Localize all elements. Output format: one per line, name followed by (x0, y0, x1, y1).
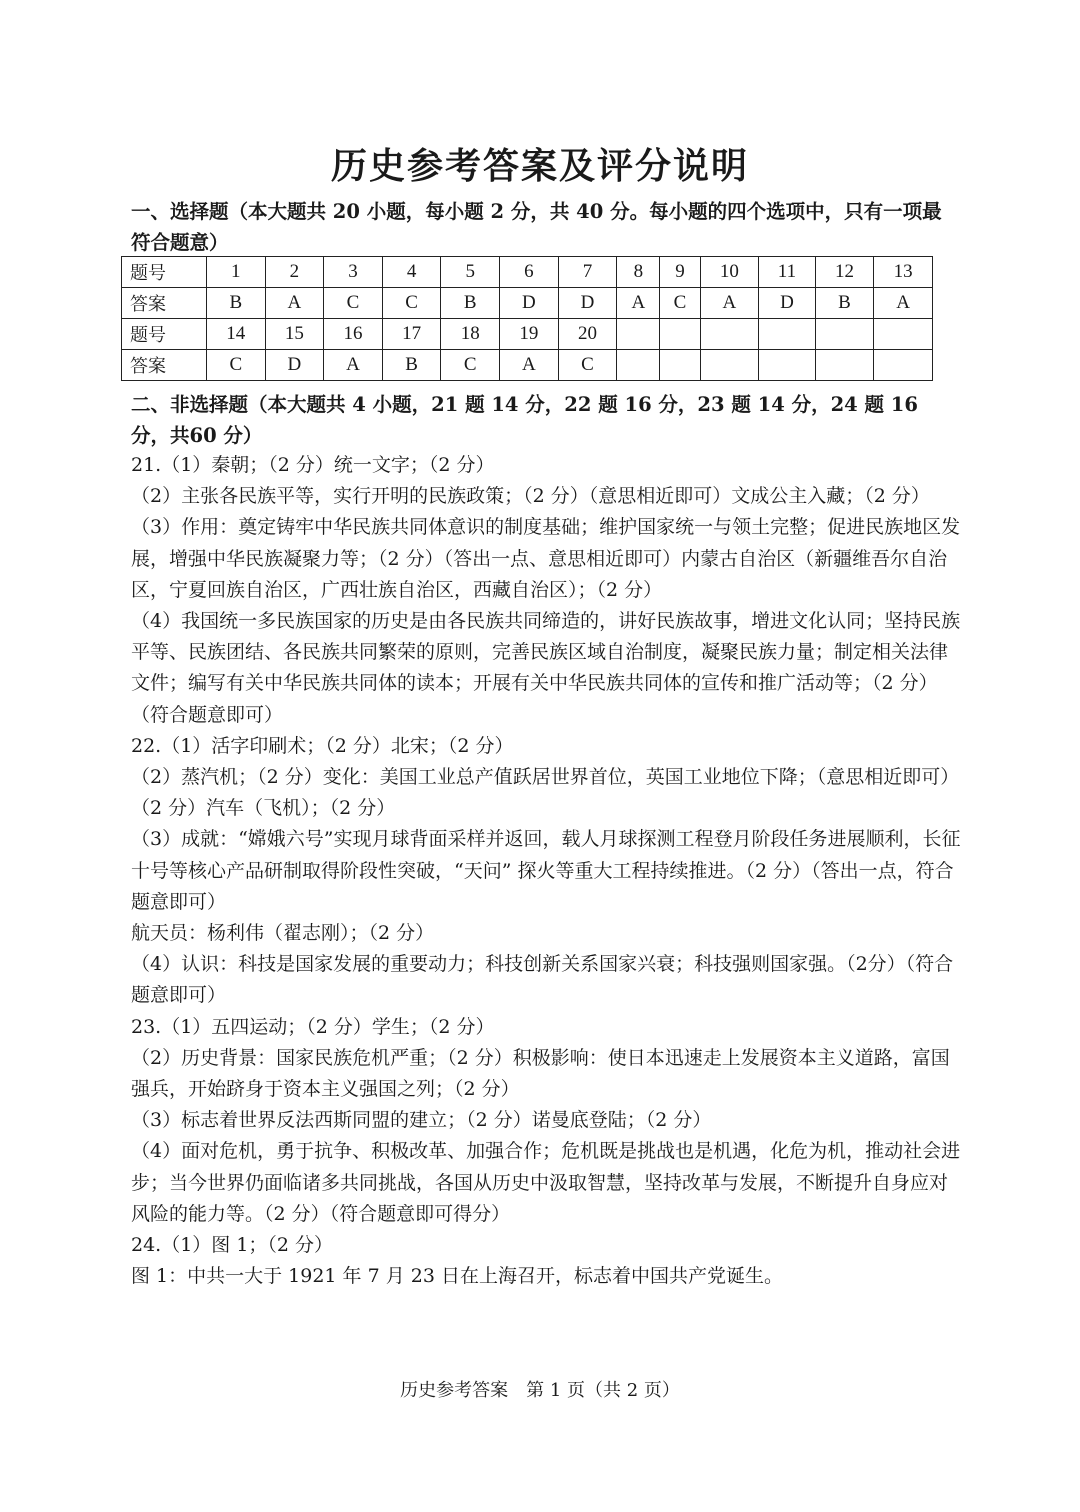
table-cell: 8 (617, 257, 660, 288)
answer-paragraph: （3）作用：奠定铸牢中华民族共同体意识的制度基础；维护国家统一与领土完整；促进民族地区发展，增强中华民族凝聚力等；（2 分）（答出一点、意思相近即可）内蒙古自治区（新疆维吾尔自治区，宁夏回族自治区，广西壮族自治区，西藏自治区）；（2 分） (131, 516, 961, 601)
table-cell: 19 (500, 319, 559, 350)
table-cell: A (265, 288, 324, 319)
answer-paragraph: （2）蒸汽机；（2 分）变化：美国工业总产值跃居世界首位，英国工业地位下降；（意思相近即可）（2 分）汽车（飞机）；（2 分） (131, 766, 960, 820)
answer-paragraph: （3）成就：“嫦娥六号”实现月球背面采样并返回，载人月球探测工程登月阶段任务进展顺利，长征十号等核心产品研制取得阶段性突破，“天问” 探火等重大工程持续推进。（2 分）（答出一点，符合题意即可） (131, 828, 961, 913)
table-row (122, 257, 933, 288)
table-cell: 9 (660, 257, 700, 288)
table-cell: B (441, 288, 500, 319)
table-row-header-cell: 答案 (122, 288, 207, 319)
table-cell: 15 (265, 319, 324, 350)
table-cell: 6 (500, 257, 559, 288)
table-cell: 7 (558, 257, 617, 288)
table-cell: B (207, 288, 266, 319)
section-multiple-choice-heading: 一、选择题（本大题共 20 小题，每小题 2 分，共 40 分。每小题的四个选项中，只有一项最符合题意） (131, 200, 942, 254)
table-cell: 13 (874, 257, 933, 288)
table-cell (617, 319, 660, 350)
answer-paragraph: （4）认识：科技是国家发展的重要动力；科技创新关系国家兴衰；科技强则国家强。（2分）（符合题意即可） (131, 953, 954, 1007)
answer-paragraph: （4）面对危机，勇于抗争、积极改革、加强合作；危机既是挑战也是机遇，化危为机，推动社会进步；当今世界仍面临诸多共同挑战，各国从历史中汲取智慧，坚持改革与发展，不断提升自身应对风险的能力等。（2 分）（符合题意即可得分） (131, 1140, 961, 1225)
table-row (122, 288, 933, 319)
table-cell: D (265, 350, 324, 381)
answer-paragraph: 24.（1）图 1；（2 分） (131, 1234, 334, 1257)
table-cell: C (324, 288, 383, 319)
answer-paragraph: 22.（1）活字印刷术；（2 分）北宋；（2 分） (131, 734, 514, 757)
answer-paragraph: 航天员：杨利伟（翟志刚）；（2 分） (131, 922, 435, 945)
page-footer: 历史参考答案 第 1 页（共 2 页） (400, 1380, 680, 1401)
answer-paragraph: 21.（1）秦朝；（2 分）统一文字；（2 分） (131, 454, 495, 476)
table-cell: B (382, 350, 441, 381)
table-cell: A (874, 288, 933, 319)
table-cell (700, 350, 759, 381)
table-cell: C (558, 350, 617, 381)
table-row-header-cell: 题号 (122, 257, 207, 288)
answer-paragraph: （3）标志着世界反法西斯同盟的建立；（2 分）诺曼底登陆；（2 分） (131, 1109, 712, 1132)
table-cell (700, 319, 759, 350)
table-cell: 16 (324, 319, 383, 350)
answer-paragraph: （2）历史背景：国家民族危机严重；（2 分）积极影响：使日本迅速走上发展资本主义道路，富国强兵，开始跻身于资本主义强国之列；（2 分） (131, 1046, 950, 1101)
table-cell: 10 (700, 257, 759, 288)
table-row (122, 319, 933, 350)
table-cell (617, 350, 660, 381)
answer-paragraph: 23.（1）五四运动；（2 分）学生；（2 分） (131, 1015, 495, 1038)
table-cell: 4 (382, 257, 441, 288)
table-cell: 1 (207, 257, 266, 288)
table-row-header-cell: 题号 (122, 319, 207, 350)
table-cell: D (558, 288, 617, 319)
table-cell: 11 (759, 257, 816, 288)
table-cell (815, 350, 874, 381)
answer-table (121, 256, 933, 381)
table-cell: 20 (558, 319, 617, 350)
table-cell: 3 (324, 257, 383, 288)
table-cell: 14 (207, 319, 266, 350)
table-cell (874, 319, 933, 350)
answer-paragraph: （4）我国统一多民族国家的历史是由各民族共同缔造的，讲好民族故事，增进文化认同；坚持民族平等、民族团结、各民族共同繁荣的原则，完善民族区域自治制度，凝聚民族力量；制定相关法律文件；编写有关中华民族共同体的读本；开展有关中华民族共同体的宣传和推广活动等；（2 分）（符合题意即可） (131, 610, 961, 726)
table-cell: D (500, 288, 559, 319)
table-cell: C (441, 350, 500, 381)
table-cell (815, 319, 874, 350)
table-row-header-cell: 答案 (122, 350, 207, 381)
page-title: 历史参考答案及评分说明 (330, 145, 749, 187)
table-cell: A (324, 350, 383, 381)
answer-paragraph: 图 1：中共一大于 1921 年 7 月 23 日在上海召开，标志着中国共产党诞生。 (131, 1265, 783, 1288)
table-cell: 2 (265, 257, 324, 288)
section-non-choice-heading: 二、非选择题（本大题共 4 小题，21 题 14 分，22 题 16 分，23 题 14 分，24 题 16 分，共60 分） (131, 393, 918, 447)
table-cell (759, 319, 816, 350)
table-cell: B (815, 288, 874, 319)
table-cell (759, 350, 816, 381)
table-cell: D (759, 288, 816, 319)
table-cell: 17 (382, 319, 441, 350)
table-cell (874, 350, 933, 381)
table-cell: 5 (441, 257, 500, 288)
table-cell: A (500, 350, 559, 381)
table-cell: A (700, 288, 759, 319)
answer-body (131, 450, 961, 1292)
table-cell: C (382, 288, 441, 319)
table-cell: 12 (815, 257, 874, 288)
table-cell (660, 350, 700, 381)
table-cell: C (207, 350, 266, 381)
table-cell: A (617, 288, 660, 319)
table-cell: 18 (441, 319, 500, 350)
table-row (122, 350, 933, 381)
table-cell (660, 319, 700, 350)
answer-paragraph: （2）主张各民族平等，实行开明的民族政策；（2 分）（意思相近即可）文成公主入藏；（2 分） (131, 485, 930, 508)
table-cell: C (660, 288, 700, 319)
